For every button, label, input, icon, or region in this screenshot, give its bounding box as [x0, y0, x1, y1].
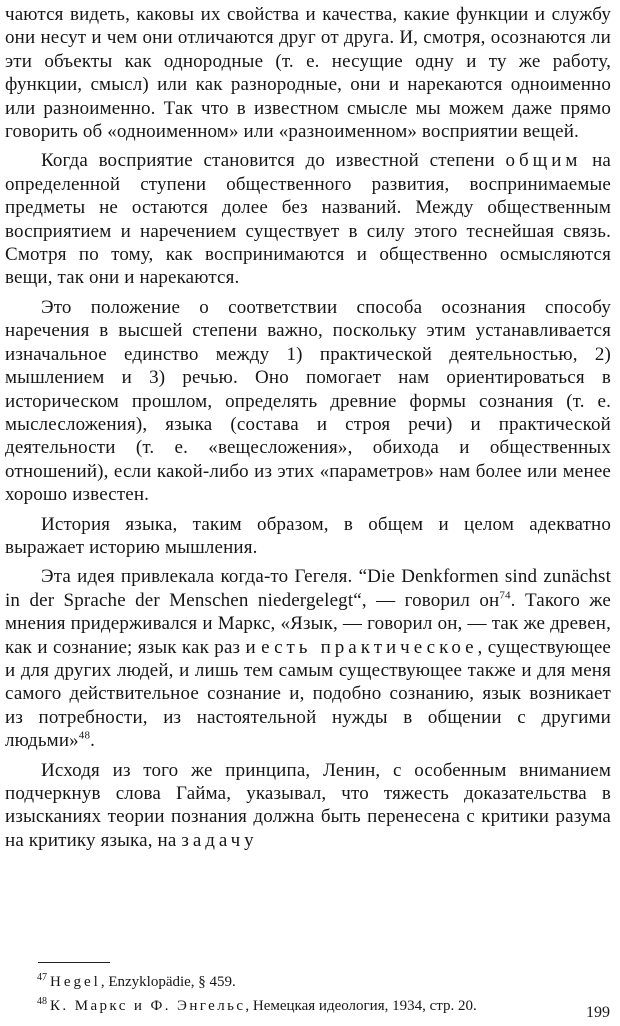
paragraph-5-spaced-phrase: есть практическое: [261, 636, 478, 658]
footnote-48: [37, 997, 611, 1015]
footnote-number: 48: [37, 996, 47, 1007]
paragraph-4: История языка, таким образом, в общем и целом адекватно выражает историю мышления.: [5, 513, 611, 558]
paragraph-5-end-period: .: [90, 730, 96, 752]
footnote-47: [37, 973, 611, 991]
footnote-ref-74: 74: [499, 589, 511, 602]
paragraph-5-text-after: , существующее и для других людей, и лишь тем самым существующее также и для меня самого действительное сознание и, подобно сознанию, язык возникает из потребности, из настоятельной нужды в общении с другими людьми»: [5, 636, 612, 752]
paragraph-1: чаются видеть, каковы их свойства и качества, какие функции и службу они несут и чем они отличаются друг от друга. И, смотря, осознаются ли эти объекты как однородные (т. е. несущие одну и ту же работу, функции, смысл) или как разнородные, они и нарекаются одноименно или разноименно. Так что в известном смысле мы можем даже прямо говорить об «одноименном» или «разноименном» восприятии вещей.: [5, 4, 611, 143]
paragraph-5-text-middle: . Такого же мнения придерживался и Маркс, «Язык, — говорил он, — так же древен, как и сознание; язык как раз и: [5, 589, 611, 658]
paragraph-6-text-before: Исходя из того же принципа, Ленин, с особенным вниманием подчеркнув слова Гайма, указывал, что тяжесть доказательства в изысканиях теории познания должна быть перенесена с критики разума на критику языка, на: [5, 759, 611, 851]
paragraph-2-text-before: Когда восприятие становится до известной степени: [41, 150, 506, 172]
paragraph-5: [5, 565, 611, 752]
paragraph-5-text-before: Эта идея привлекала когда-то Гегеля. “Die Denkformen sind zunächst in der Sprache der Menschen niedergelegt“, — говорил он: [5, 566, 611, 611]
paragraph-3: Это положение о соответствии способа осознания способу наречения в высшей степени важно, поскольку этим устанавливается изначальное единство между 1) практической деятельностью, 2) мышлением и 3) речью. Оно помогает нам ориентироваться в историческом прошлом, определять древние формы сознания (т. е. мыслесложения), языка (состава и строя речи) и практической деятельности (т. е. «вещесложения», обихода и общественных отношений), если какой-либо из этих «параметров» нам более или менее хорошо известен.: [5, 296, 611, 506]
footnote-text: , Немецкая идеология, 1934, стр. 20.: [245, 998, 477, 1014]
footnote-ref-48: 48: [78, 729, 91, 742]
footnote-author: К. Маркс и Ф. Энгельс: [50, 998, 246, 1014]
paragraph-2-text-after: на определенной ступени общественного развития, воспринимаемые предметы не остаются долее без названий. Между общественным восприятием и наречением существует в силу этого теснейшая связь. Смотря по тому, как воспринимаются и общественно осмысляются вещи, так они и нарекаются.: [5, 150, 612, 289]
paragraph-6-spaced-word: задачу: [181, 829, 258, 851]
footnote-author: Hegel: [50, 974, 101, 990]
paragraph-2: [5, 149, 611, 289]
paragraph-2-spaced-word: общим: [505, 150, 582, 172]
page-number: 199: [586, 1004, 610, 1021]
footnote-text: , Enzyklopädie, § 459.: [100, 974, 236, 990]
main-text: [5, 3, 611, 852]
footnote-number: 47: [37, 972, 47, 983]
footnote-divider: [38, 962, 110, 963]
paragraph-6: [5, 759, 611, 853]
